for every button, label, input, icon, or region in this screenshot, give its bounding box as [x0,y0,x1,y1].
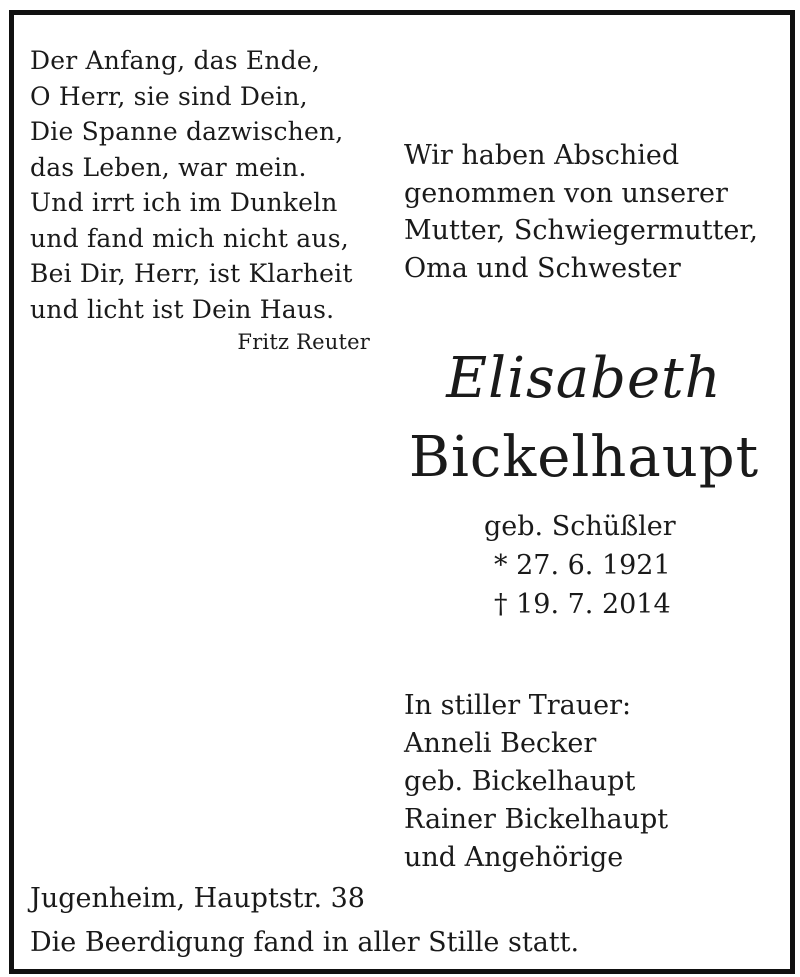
intro-text [404,137,784,287]
poem-line: Und irrt ich im Dunkeln [30,188,338,217]
poem-line: Bei Dir, Herr, ist Klarheit [30,259,353,288]
deceased-first-name: Elisabeth [446,346,722,411]
mourner-line: geb. Bickelhaupt [404,766,636,797]
intro-line: Mutter, Schwiegermutter, [404,215,758,246]
death-date: † 19. 7. 2014 [494,589,671,620]
funeral-note: Die Beerdigung fand in aller Stille statt. [30,927,580,958]
birth-date: * 27. 6. 1921 [494,550,671,581]
obituary-frame [9,10,795,974]
intro-line: genommen von unserer [404,177,728,209]
footer-block [30,877,770,965]
poem-author: Fritz Reuter [237,330,370,354]
intro-line: Oma und Schwester [404,252,681,284]
deceased-last-name: Bickelhaupt [408,425,760,490]
mourner-line: Anneli Becker [404,728,597,759]
poem-line: und fand mich nicht aus, [30,223,349,253]
maiden-name: geb. Schüßler [484,511,676,542]
poem-line: Der Anfang, das Ende, [30,46,321,75]
mourner-line: Rainer Bickelhaupt [404,804,669,835]
deceased-details [484,507,784,624]
poem-block [30,43,370,361]
poem-line: O Herr, sie sind Dein, [30,81,308,111]
poem-line: das Leben, war mein. [30,152,307,182]
poem-line: und licht ist Dein Haus. [30,294,335,324]
mourners-block [404,687,784,877]
poem-line: Die Spanne dazwischen, [30,117,344,146]
mourner-line: und Angehörige [404,842,624,873]
intro-line: Wir haben Abschied [404,140,680,171]
address: Jugenheim, Hauptstr. 38 [30,883,365,914]
mourners-heading: In stiller Trauer: [404,690,632,721]
